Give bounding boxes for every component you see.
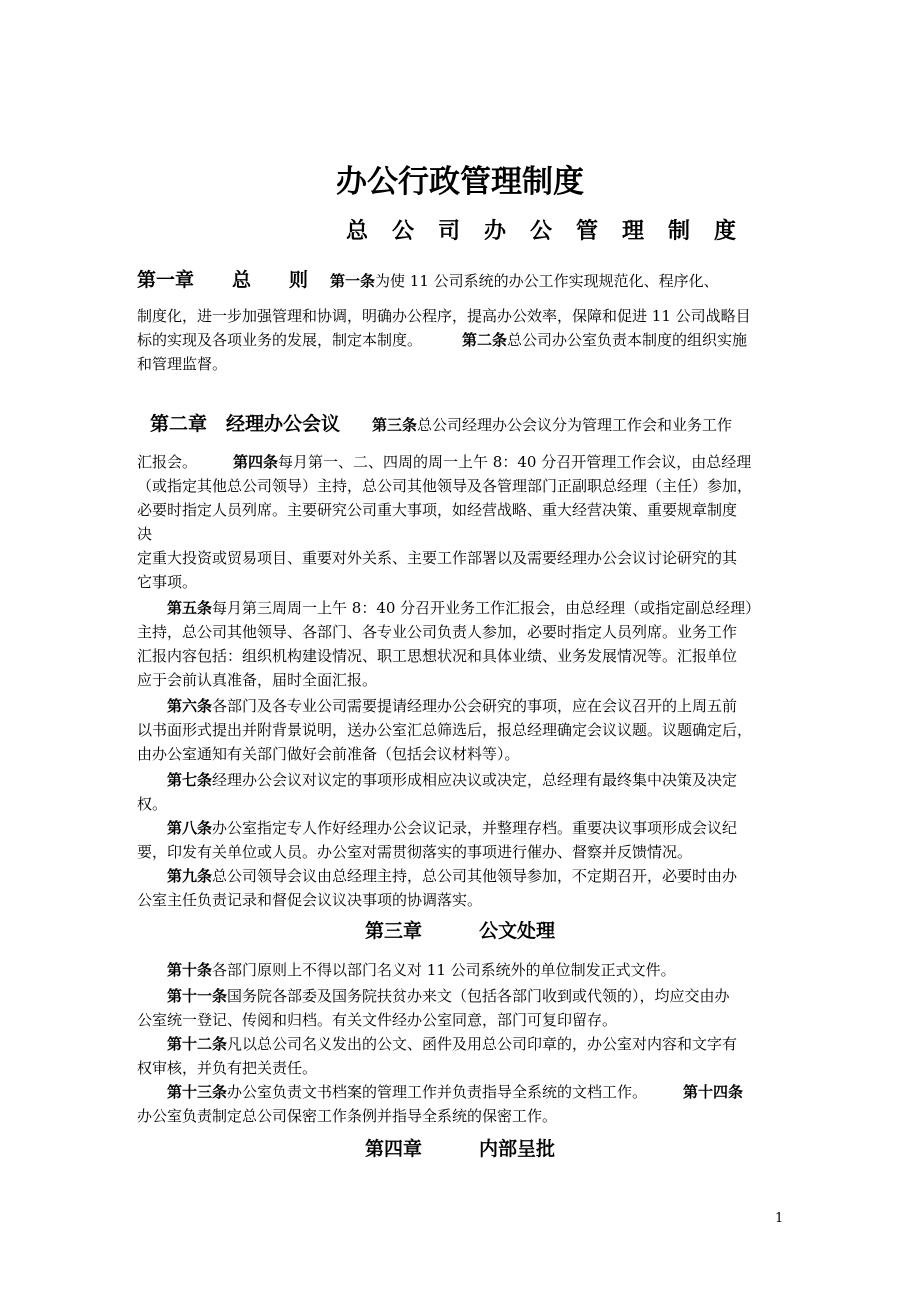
- page-number: 1: [775, 1211, 784, 1226]
- text-line: 它事项。: [137, 573, 198, 591]
- text-line: [167, 768, 737, 792]
- article-label: 第十一条: [167, 987, 228, 1005]
- article-text: 每月第三周周一上午 8：40 分召开业务工作汇报会，由总经理（或指定副总经理）: [212, 599, 761, 617]
- text-line: [167, 1080, 743, 1104]
- article-text: 总公司领导会议由总经理主持，总公司其他领导参加，不定期召开，必要时由办: [212, 867, 738, 885]
- article-label: 第八条: [167, 819, 213, 837]
- text-line: [137, 328, 747, 352]
- article-text: 标的实现及各项业务的发展，制定本制度。: [137, 331, 423, 349]
- document-title: 办公行政管理制度: [336, 164, 584, 200]
- article-label: 第五条: [167, 599, 213, 617]
- article-text: 凡以总公司名义发出的公文、函件及用总公司印章的，办公室对内容和文字有: [227, 1035, 738, 1053]
- text-line: [167, 596, 760, 620]
- article-label: 第二条: [462, 331, 508, 349]
- text-line: 公室统一登记、传阅和归档。有关文件经办公室同意，部门可复印留存。: [137, 1011, 618, 1029]
- chapter1-line1: [137, 268, 719, 293]
- text-line: 应于会前认真准备，届时全面汇报。: [137, 671, 378, 689]
- text-line: [167, 816, 737, 840]
- text-line: 公室主任负责记录和督促会议议决事项的协调落实。: [137, 891, 483, 909]
- article-label: 第七条: [167, 771, 213, 789]
- article-label: 第三条: [372, 416, 418, 434]
- text-line: 决: [137, 525, 153, 543]
- text-line: [167, 694, 737, 718]
- text-line: 定重大投资或贸易项目、重要对外关系、主要工作部署以及需要经理办公会议讨论研究的其: [137, 549, 738, 567]
- article-label: 第一条: [330, 272, 376, 290]
- text-line: 必要时指定人员列席。主要研究公司重大事项，如经营战略、重大经营决策、重要规章制度: [137, 501, 738, 519]
- article-label: 第十二条: [167, 1035, 228, 1053]
- text-line: 制度化，进一步加强管理和协调，明确办公程序，提高办公效率，保障和促进 11 公司战略目: [137, 307, 751, 325]
- chapter1-heading: 第一章 总 则: [137, 269, 309, 291]
- text-line: 由办公室通知有关部门做好会前准备（包括会议材料等）。: [137, 745, 520, 763]
- text-line: 和管理监督。: [137, 355, 228, 373]
- text-line: （或指定其他总公司领导）主持，总公司其他领导及各管理部门正副职总经理（主任）参加，: [137, 477, 753, 495]
- chapter2-line1: [150, 412, 732, 437]
- article-label: 第四条: [233, 453, 279, 471]
- chapter4-heading: 第四章 内部呈批: [364, 1138, 555, 1160]
- text-line: [167, 864, 737, 888]
- article-text: 国务院各部委及国务院扶贫办来文（包括各部门收到或代领的），均应交由办: [227, 987, 730, 1005]
- article-text: 办公室负责文书档案的管理工作并负责指导全系统的文档工作。: [227, 1083, 648, 1101]
- text-line: [167, 1032, 737, 1056]
- text-line: [167, 958, 676, 982]
- text-line: 权审核，并负有把关责任。: [137, 1059, 318, 1077]
- article-label: 第十四条: [683, 1083, 744, 1101]
- article-text: 总公司经理办公会议分为管理工作会和业务工作: [417, 416, 733, 434]
- text-line: 汇报内容包括：组织机构建设情况、职工思想状况和具体业绩、业务发展情况等。汇报单位: [137, 647, 738, 665]
- article-label: 第九条: [167, 867, 213, 885]
- document-subtitle: 总公司办公管理制度: [346, 219, 761, 244]
- article-text: 汇报会。: [137, 453, 198, 471]
- article-label: 第十三条: [167, 1083, 228, 1101]
- text-line: 权。: [137, 795, 168, 813]
- article-text: 每月第一、二、四周的周一上午 8：40 分召开管理工作会议，由总经理: [278, 453, 752, 471]
- text-line: 以书面形式提出并附背景说明，送办公室汇总筛选后，报总经理确定会议议题。议题确定后，: [137, 721, 753, 739]
- text-line: 办公室负责制定总公司保密工作条例并指导全系统的保密工作。: [137, 1107, 558, 1125]
- text-line: [167, 984, 730, 1008]
- text-line: [137, 450, 751, 474]
- chapter2-heading: 第二章 经理办公会议: [150, 413, 341, 435]
- text-line: 主持，总公司其他领导、各部门、各专业公司负责人参加，必要时指定人员列席。业务工作: [137, 623, 738, 641]
- text-line: 要，印发有关单位或人员。办公室对需贯彻落实的事项进行催办、督察并反馈情况。: [137, 843, 693, 861]
- chapter3-heading: 第三章 公文处理: [364, 920, 555, 942]
- article-label: 第六条: [167, 697, 213, 715]
- article-label: 第十条: [167, 961, 213, 979]
- article-text: 经理办公会议对议定的事项形成相应决议或决定，总经理有最终集中决策及决定: [212, 771, 738, 789]
- article-text: 总公司办公室负责本制度的组织实施: [507, 331, 748, 349]
- article-text: 为使 11 公司系统的办公工作实现规范化、程序化、: [375, 272, 719, 290]
- article-text: 各部门及各专业公司需要提请经理办公会研究的事项，应在会议召开的上周五前: [212, 697, 738, 715]
- article-text: 各部门原则上不得以部门名义对 11 公司系统外的单位制发正式文件。: [212, 961, 676, 979]
- article-text: 办公室指定专人作好经理办公会议记录，并整理存档。重要决议事项形成会议纪: [212, 819, 738, 837]
